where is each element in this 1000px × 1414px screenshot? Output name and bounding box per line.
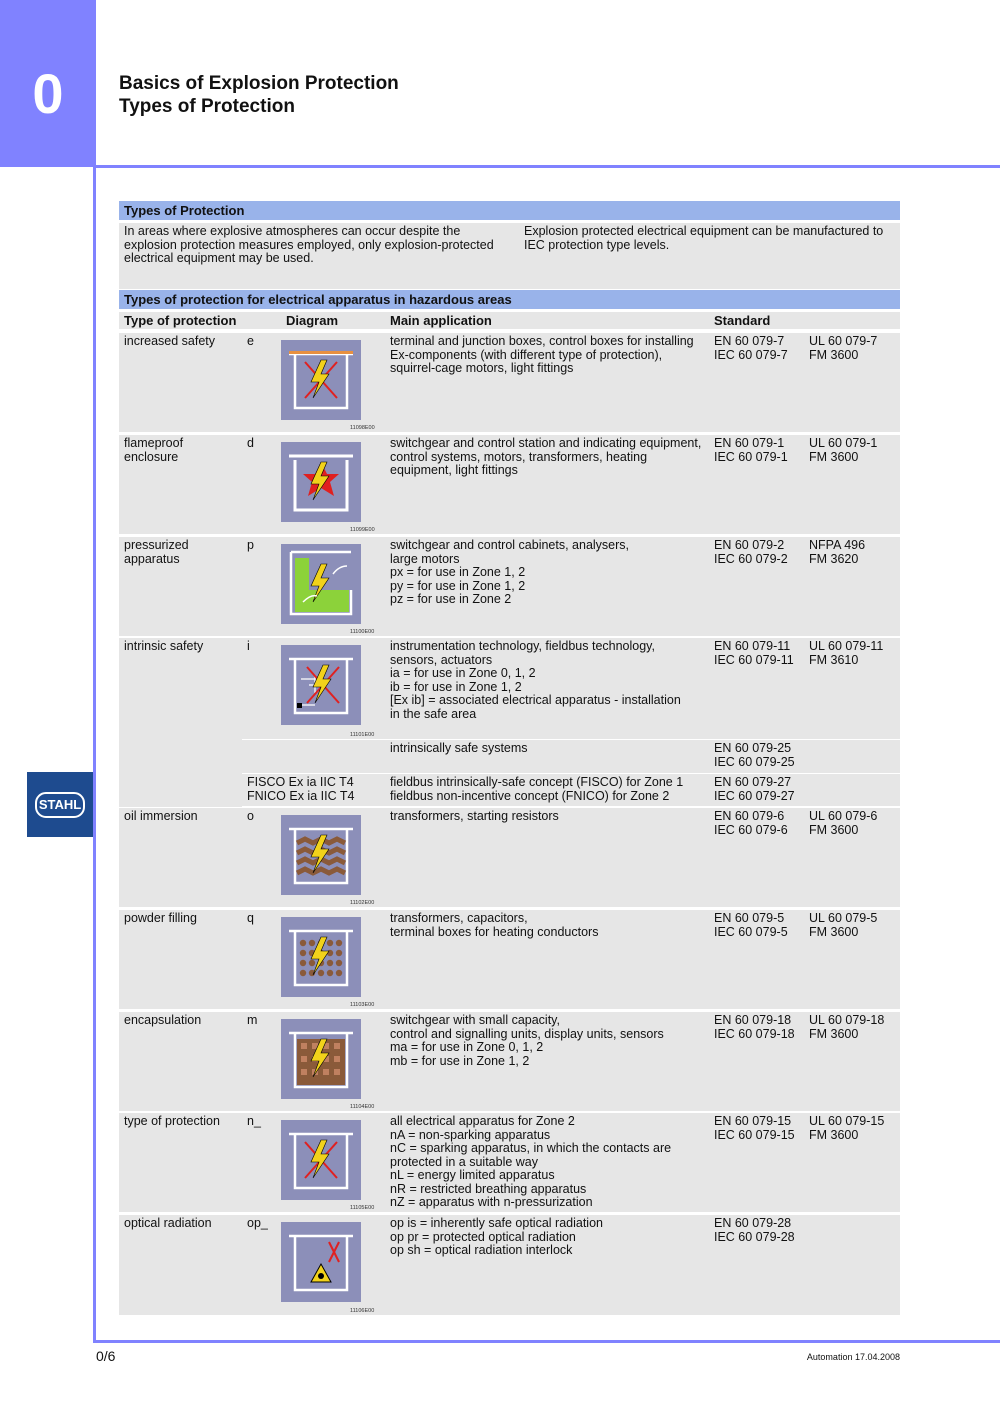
is-systems-blank [242,740,385,773]
is-systems-standard: EN 60 079-25 IEC 60 079-25 [709,740,900,773]
row-symbol: d [242,435,281,534]
diagram-code: 11104E00 [350,1104,375,1110]
row-standard-en-iec: EN 60 079-11 IEC 60 079-11 [709,638,804,739]
row-diagram-cell [281,910,385,1009]
row-standard-ul-fm: UL 60 079-18 FM 3600 [804,1012,900,1111]
footer-date: Automation 17.04.2008 [806,1352,900,1362]
column-header-diagram: Diagram [281,312,385,329]
row-standard-ul-fm: UL 60 079-15 FM 3600 [804,1113,900,1212]
row-symbol: o [242,808,281,907]
diagram-code: 11100E00 [350,629,375,635]
row-application: op is = inherently safe optical radiation op pr = protected optical radiation op sh = optical radiation interlock [385,1215,709,1315]
page-number: 0/6 [96,1348,116,1364]
page-title [119,72,399,118]
table-heading: Types of protection for electrical apparatus in hazardous areas [119,290,900,309]
row-standard-en-iec: EN 60 079-1 IEC 60 079-1 [709,435,804,534]
row-standard-ul-fm: UL 60 079-11 FM 3610 [804,638,900,739]
row-type-name: oil immersion [119,808,242,907]
row-symbol: n_ [242,1113,281,1212]
fisco-application: fieldbus intrinsically-safe concept (FISCO) for Zone 1 fieldbus non-incentive concept (FNICO) for Zone 2 [385,774,709,806]
intrinsic-safety-diagram [281,645,361,725]
diagram-code: 11098E00 [350,425,375,431]
row-application: switchgear and control station and indicating equipment, control systems, motors, transformers, heating equipment, light fittings [385,435,709,534]
row-diagram-cell [281,537,385,636]
row-type-name: pressurized apparatus [119,537,242,636]
title-line-1: Basics of Explosion Protection [119,73,399,94]
row-application: switchgear with small capacity, control and signalling units, display units, sensors ma = for use in Zone 0, 1, 2 mb = for use in Zone 1, 2 [385,1012,709,1111]
row-standard-en-iec: EN 60 079-18 IEC 60 079-18 [709,1012,804,1111]
type-n-diagram [281,1120,361,1200]
row-standard-ul-fm: NFPA 496 FM 3620 [804,537,900,636]
diagram-code: 11101E00 [350,732,375,738]
fisco-designation: FISCO Ex ia IIC T4 FNICO Ex ia IIC T4 [242,774,385,806]
is-systems-application: intrinsically safe systems [385,740,709,773]
row-type-name: intrinsic safety [119,638,242,807]
diagram-code: 11102E00 [350,900,375,906]
diagram-code: 11105E00 [350,1205,375,1211]
row-standard-en-iec: EN 60 079-7 IEC 60 079-7 [709,333,804,432]
column-header-type: Type of protection [119,312,281,329]
row-standard-en-iec: EN 60 079-6 IEC 60 079-6 [709,808,804,907]
row-diagram-cell [281,435,385,534]
row-diagram-cell [281,1215,385,1315]
row-symbol: p [242,537,281,636]
row-type-name: increased safety [119,333,242,432]
row-application: switchgear and control cabinets, analysers, large motors px = for use in Zone 1, 2 py = for use in Zone 1, 2 pz = for use in Zone 2 [385,537,709,636]
encapsulation-diagram [281,1019,361,1099]
left-rule [93,165,96,1343]
intro-block [119,223,900,289]
row-standard-ul-fm: UL 60 079-5 FM 3600 [804,910,900,1009]
footer-rule [93,1340,1000,1343]
row-standard-en-iec: EN 60 079-5 IEC 60 079-5 [709,910,804,1009]
row-type-name: type of protection [119,1113,242,1212]
chapter-number: 0 [32,62,64,125]
title-line-2: Types of Protection [119,96,295,117]
intro-heading: Types of Protection [119,201,900,220]
diagram-code: 11099E00 [350,527,375,533]
row-diagram-cell [281,333,385,432]
column-header-standard: Standard [709,312,900,329]
diagram-code: 11106E00 [350,1308,375,1314]
row-standard-ul-fm: UL 60 079-7 FM 3600 [804,333,900,432]
row-type-name: flameproof enclosure [119,435,242,534]
logo-text: STAHL [35,792,85,818]
row-application: transformers, capacitors, terminal boxes for heating conductors [385,910,709,1009]
row-standard-en-iec: EN 60 079-15 IEC 60 079-15 [709,1113,804,1212]
optical-radiation-diagram [281,1222,361,1302]
row-symbol: m [242,1012,281,1111]
row-symbol: e [242,333,281,432]
row-standard-ul-fm: UL 60 079-6 FM 3600 [804,808,900,907]
diagram-code: 11103E00 [350,1002,375,1008]
row-diagram-cell [281,808,385,907]
row-symbol: q [242,910,281,1009]
row-application: instrumentation technology, fieldbus technology, sensors, actuators ia = for use in Zone 0, 1, 2 ib = for use in Zone 1, 2 [Ex ib] = associated electrical apparatus - installation in the safe area [385,638,709,739]
flameproof-diagram [281,442,361,522]
row-standard-ul-fm [804,1215,900,1315]
row-application: all electrical apparatus for Zone 2 nA = non-sparking apparatus nC = sparking apparatus, in which the contacts are protected in a suitable way nL = energy limited apparatus nR = restricted breathing apparatus nZ = apparatus with n-pressurization [385,1113,709,1212]
increased-safety-diagram [281,340,361,420]
row-type-name: powder filling [119,910,242,1009]
row-symbol: i [242,638,281,739]
header-rule [96,165,1000,168]
row-standard-ul-fm: UL 60 079-1 FM 3600 [804,435,900,534]
stahl-logo [27,772,93,837]
row-standard-en-iec: EN 60 079-2 IEC 60 079-2 [709,537,804,636]
row-diagram-cell [281,1113,385,1212]
pressurized-diagram [281,544,361,624]
row-type-name: encapsulation [119,1012,242,1111]
intro-right: Explosion protected electrical equipment can be manufactured to IEC protection type levels. [524,224,884,252]
row-type-name: optical radiation [119,1215,242,1315]
row-application: transformers, starting resistors [385,808,709,907]
column-header-application: Main application [385,312,709,329]
row-application: terminal and junction boxes, control boxes for installing Ex-components (with different type of protection), squirrel-cage motors, light fittings [385,333,709,432]
oil-immersion-diagram [281,815,361,895]
row-standard-en-iec: EN 60 079-28 IEC 60 079-28 [709,1215,804,1315]
powder-filling-diagram [281,917,361,997]
row-diagram-cell [281,638,385,739]
fisco-standard: EN 60 079-27 IEC 60 079-27 [709,774,900,806]
row-symbol: op_ [242,1215,281,1315]
row-diagram-cell [281,1012,385,1111]
intro-left: In areas where explosive atmospheres can occur despite the explosion protection measures employed, only explosion-protected electrical equipment may be used. [124,224,494,265]
